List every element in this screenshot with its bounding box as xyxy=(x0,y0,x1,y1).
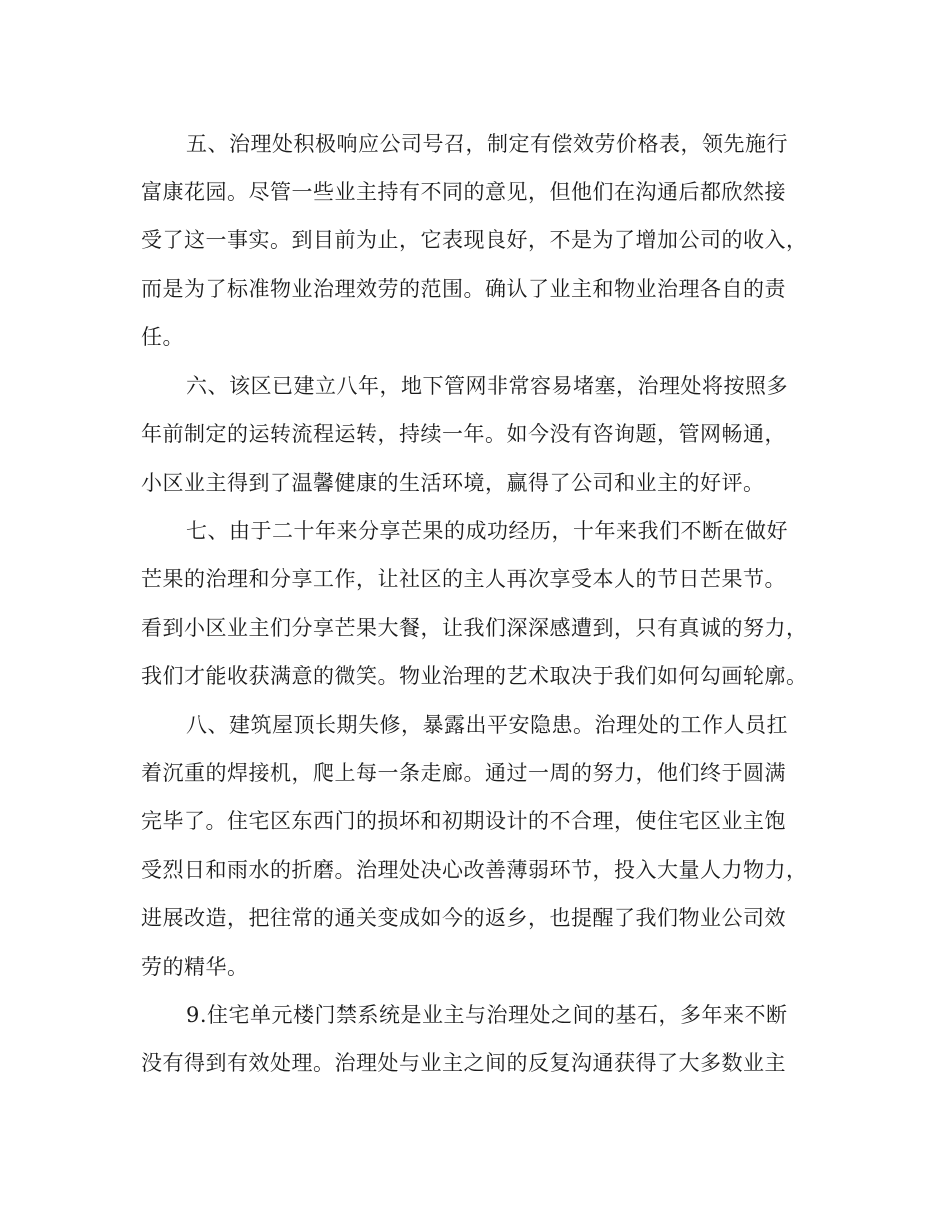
paragraph-six-line-2: 年前制定的运转流程运转，持续一年。如今没有咨询题，管网畅通， xyxy=(141,422,786,446)
paragraph-eight-line-2: 着沉重的焊接机，爬上每一条走廊。通过一周的努力，他们终于圆满 xyxy=(141,761,786,785)
paragraph-nine-line-1: 9.住宅单元楼门禁系统是业主与治理处之间的基石，多年来不断 xyxy=(186,1003,788,1027)
paragraph-nine-line-2: 没有得到有效处理。治理处与业主之间的反复沟通获得了大多数业主 xyxy=(141,1051,786,1075)
paragraph-seven-line-2: 芒果的治理和分享工作，让社区的主人再次享受本人的节日芒果节。 xyxy=(141,567,786,591)
paragraph-eight-line-4: 受烈日和雨水的折磨。治理处决心改善薄弱环节，投入大量人力物力， xyxy=(141,858,808,882)
paragraph-eight-line-6: 劳的精华。 xyxy=(141,955,249,979)
paragraph-five-line-2: 富康花园。尽管一些业主持有不同的意见，但他们在沟通后都欣然接 xyxy=(141,180,786,204)
paragraph-six-line-3: 小区业主得到了温馨健康的生活环境，赢得了公司和业主的好评。 xyxy=(141,471,765,495)
paragraph-eight-line-1: 八、建筑屋顶长期失修，暴露出平安隐患。治理处的工作人员扛 xyxy=(186,713,788,737)
paragraph-seven-line-1: 七、由于二十年来分享芒果的成功经历，十年来我们不断在做好 xyxy=(186,519,788,543)
paragraph-six-line-1: 六、该区已建立八年，地下管网非常容易堵塞，治理处将按照多 xyxy=(186,374,788,398)
paragraph-five-line-5: 任。 xyxy=(141,325,184,349)
paragraph-seven-line-3: 看到小区业主们分享芒果大餐，让我们深深感遭到，只有真诚的努力， xyxy=(141,616,808,640)
paragraph-five-line-4: 而是为了标准物业治理效劳的范围。确认了业主和物业治理各自的责 xyxy=(141,277,786,301)
paragraph-five-line-1: 五、治理处积极响应公司号召，制定有偿效劳价格表，领先施行 xyxy=(186,132,788,156)
paragraph-eight-line-5: 进展改造，把往常的通关变成如今的返乡，也提醒了我们物业公司效 xyxy=(141,906,786,930)
paragraph-seven-line-4: 我们才能收获满意的微笑。物业治理的艺术取决于我们如何勾画轮廓。 xyxy=(141,664,808,688)
paragraph-eight-line-3: 完毕了。住宅区东西门的损坏和初期设计的不合理，使住宅区业主饱 xyxy=(141,809,786,833)
paragraph-five-line-3: 受了这一事实。到目前为止，它表现良好，不是为了增加公司的收入， xyxy=(141,228,808,252)
